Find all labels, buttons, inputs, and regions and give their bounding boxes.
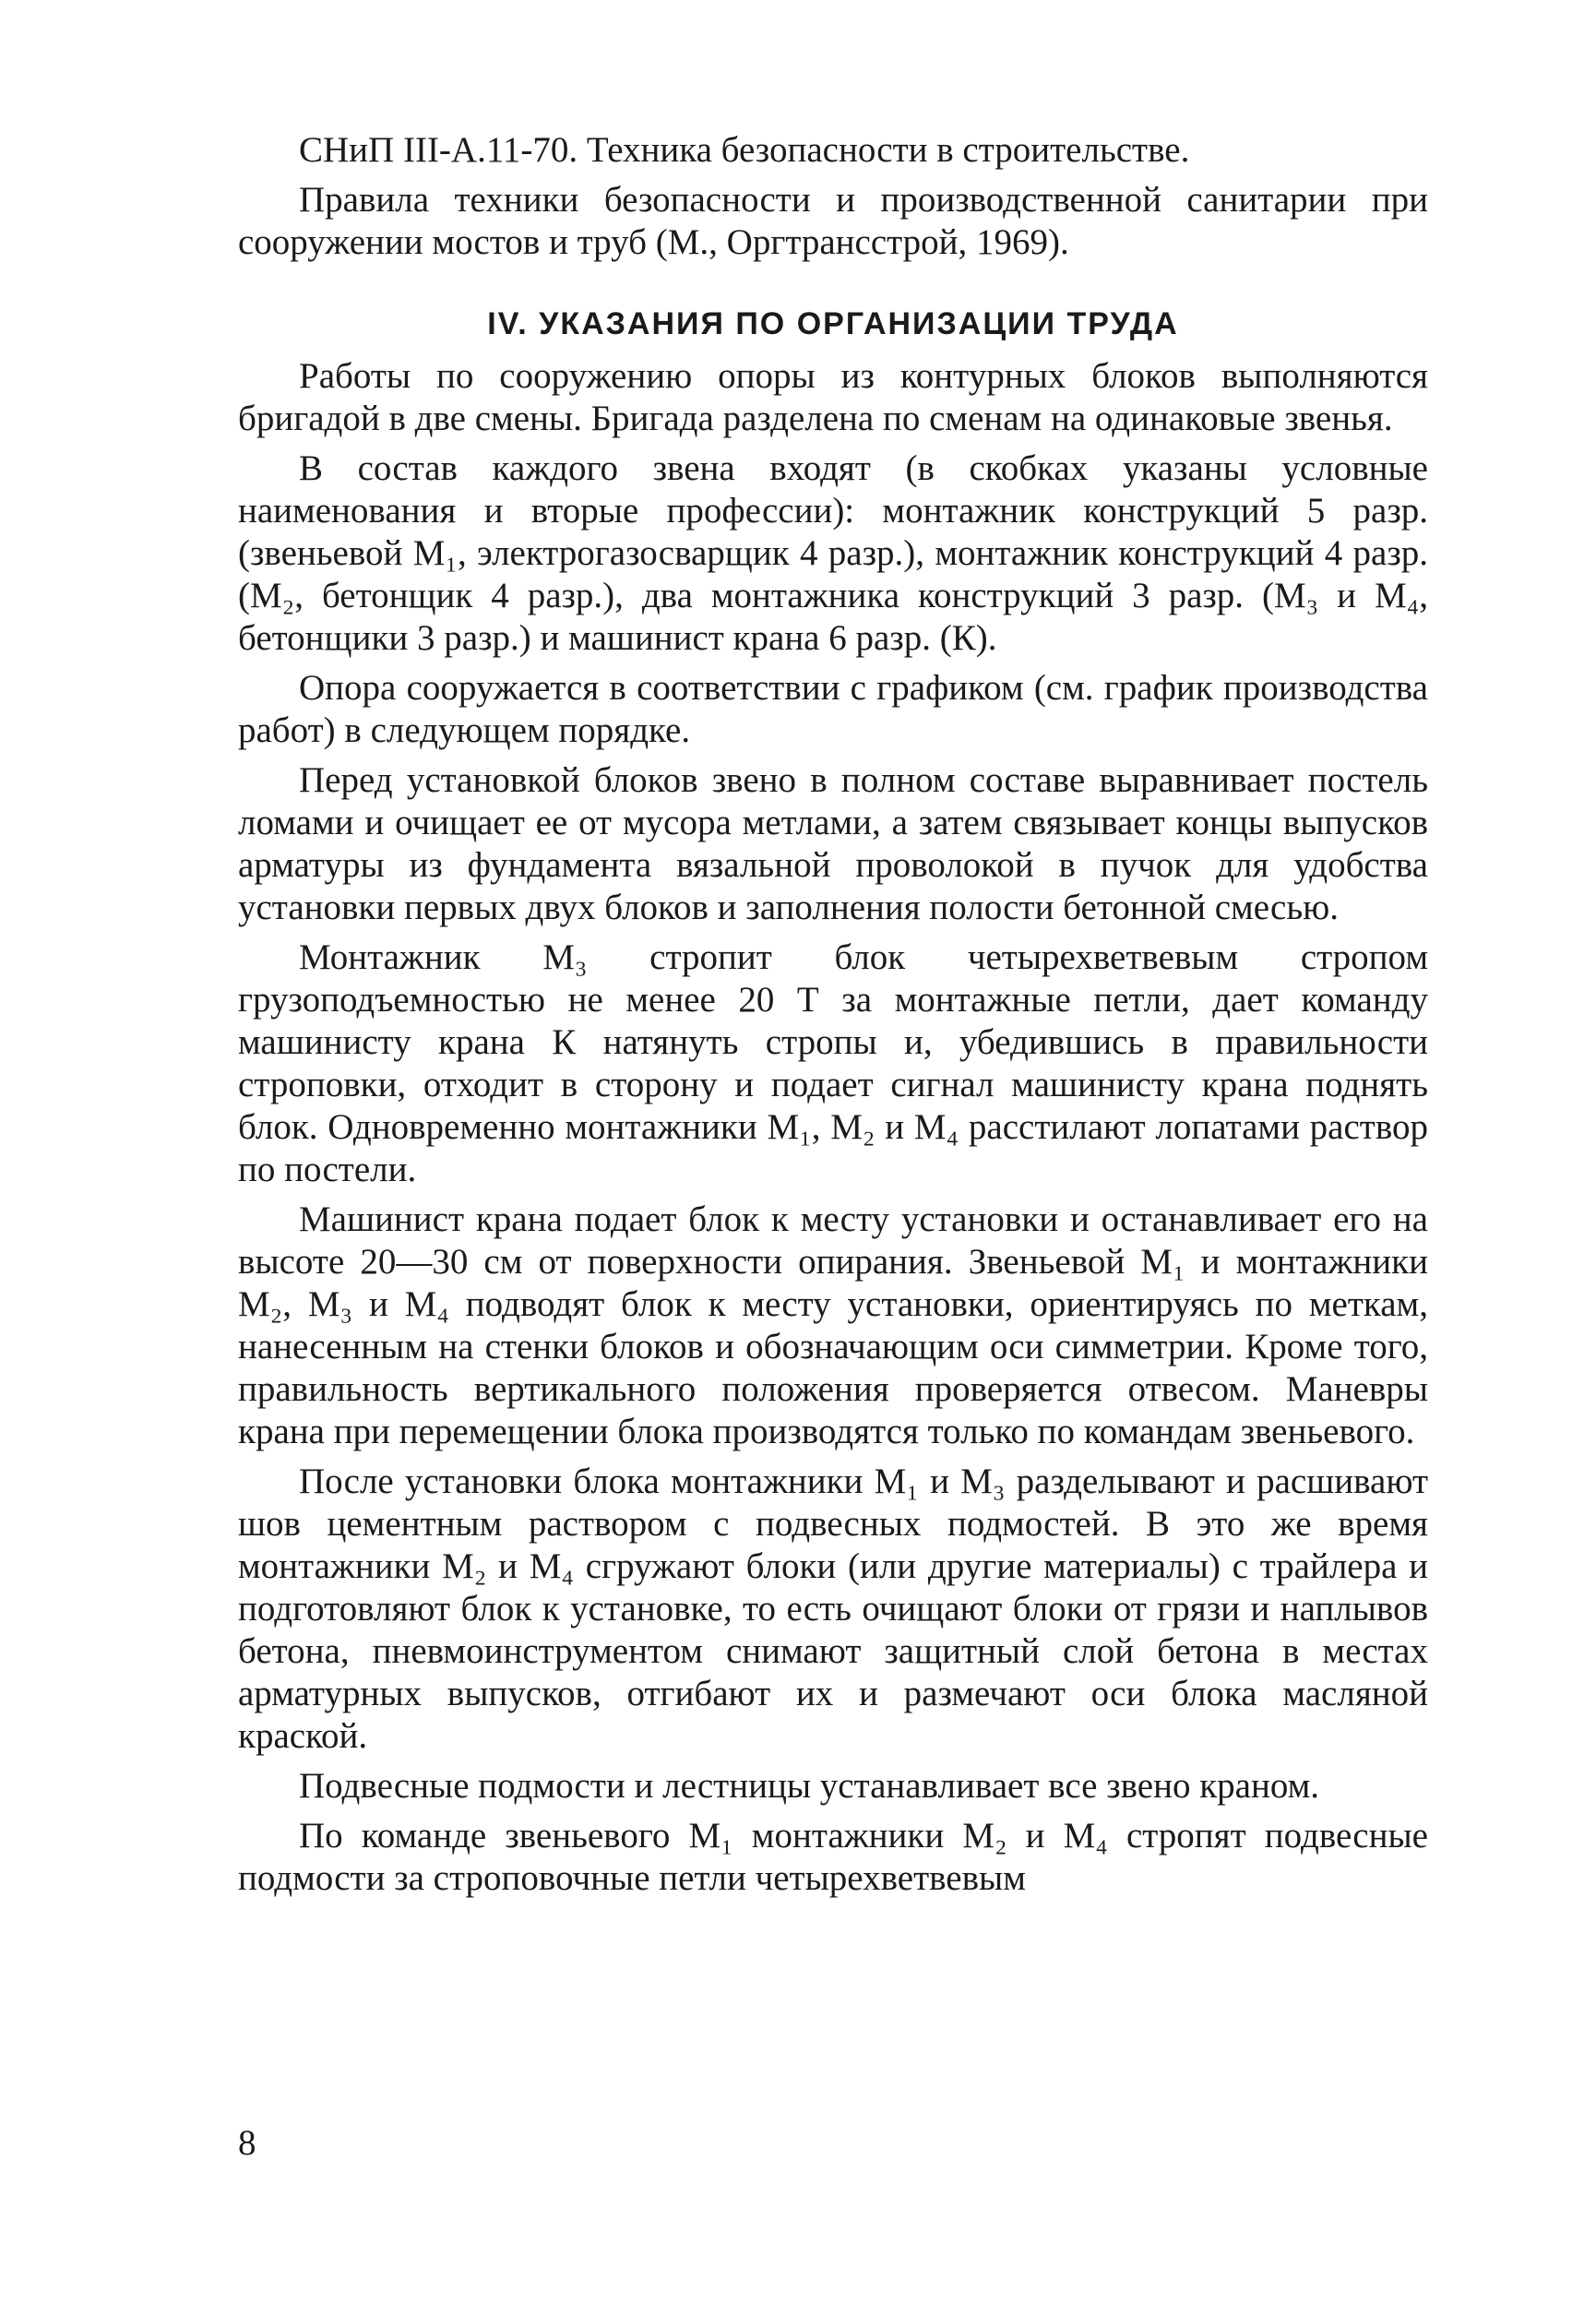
paragraph-9: По команде звеньевого М₁ монтажники М₂ и М₄ стропят подвесные подмости за строповочные петли четырехветвевым	[238, 1816, 1428, 1898]
paragraph-3: Опора сооружается в соответствии с графиком (см. график производства работ) в следующем порядке.	[238, 668, 1428, 750]
references-block	[238, 129, 1428, 264]
reference-2: Правила техники безопасности и производственной санитарии при сооружении мостов и труб (М., Оргтрансстрой, 1969).	[238, 180, 1428, 262]
paragraph-7: После установки блока монтажники М₁ и М₃ разделывают и расшивают шов цементным раствором с подвесных подмостей. В это же время монтажники М₂ и М₄ сгружают блоки (или другие материалы) с трайлера и подготовляют блок к установке, то есть очищают блоки от грязи и наплывов бетона, пневмоинструментом снимают защитный слой бетона в местах арматурных выпусков, отгибают их и размечают оси блока масляной краской.	[238, 1462, 1428, 1756]
paragraph-1: Работы по сооружению опоры из контурных блоков выполняются бригадой в две смены. Бригада разделена по сменам на одинаковые звенья.	[238, 356, 1428, 438]
reference-1: СНиП III-А.11-70. Техника безопасности в строительстве.	[299, 130, 1190, 170]
paragraph-8: Подвесные подмости и лестницы устанавливает все звено краном.	[299, 1766, 1320, 1806]
paragraph-2: В состав каждого звена входят (в скобках указаны условные наименования и вторые профессии): монтажник конструкций 5 разр. (звеньевой М₁, электрогазосварщик 4 разр.), монтажник конструкций 4 разр. (М₂, бетонщик 4 разр.), два монтажника конструкций 3 разр. (М₃ и М₄, бетонщики 3 разр.) и машинист крана 6 разр. (К).	[238, 448, 1428, 658]
page-number: 8	[238, 2123, 256, 2163]
section-heading: IV. УКАЗАНИЯ ПО ОРГАНИЗАЦИИ ТРУДА	[487, 306, 1179, 341]
paragraph-5: Монтажник М₃ стропит блок четырехветвевым стропом грузоподъемностью не менее 20 Т за монтажные петли, дает команду машинисту крана К натянуть стропы и, убедившись в правильности строповки, отходит в сторону и подает сигнал машинисту крана поднять блок. Одновременно монтажники М₁, М₂ и М₄ расстилают лопатами раствор по постели.	[238, 937, 1428, 1189]
paragraph-6: Машинист крана подает блок к месту установки и останавливает его на высоте 20—30 см от поверхности опирания. Звеньевой М₁ и монтажники М₂, М₃ и М₄ подводят блок к месту установки, ориентируясь по меткам, нанесенным на стенки блоков и обозначающим оси симметрии. Кроме того, правильность вертикального положения проверяется отвесом. Маневры крана при перемещении блока производятся только по командам звеньевого.	[238, 1199, 1428, 1451]
paragraph-4: Перед установкой блоков звено в полном составе выравнивает постель ломами и очищает ее от мусора метлами, а затем связывает концы выпусков арматуры из фундамента вязальной проволокой в пучок для удобства установки первых двух блоков и заполнения полости бетонной смесью.	[238, 760, 1428, 927]
document-page	[238, 129, 1428, 1907]
